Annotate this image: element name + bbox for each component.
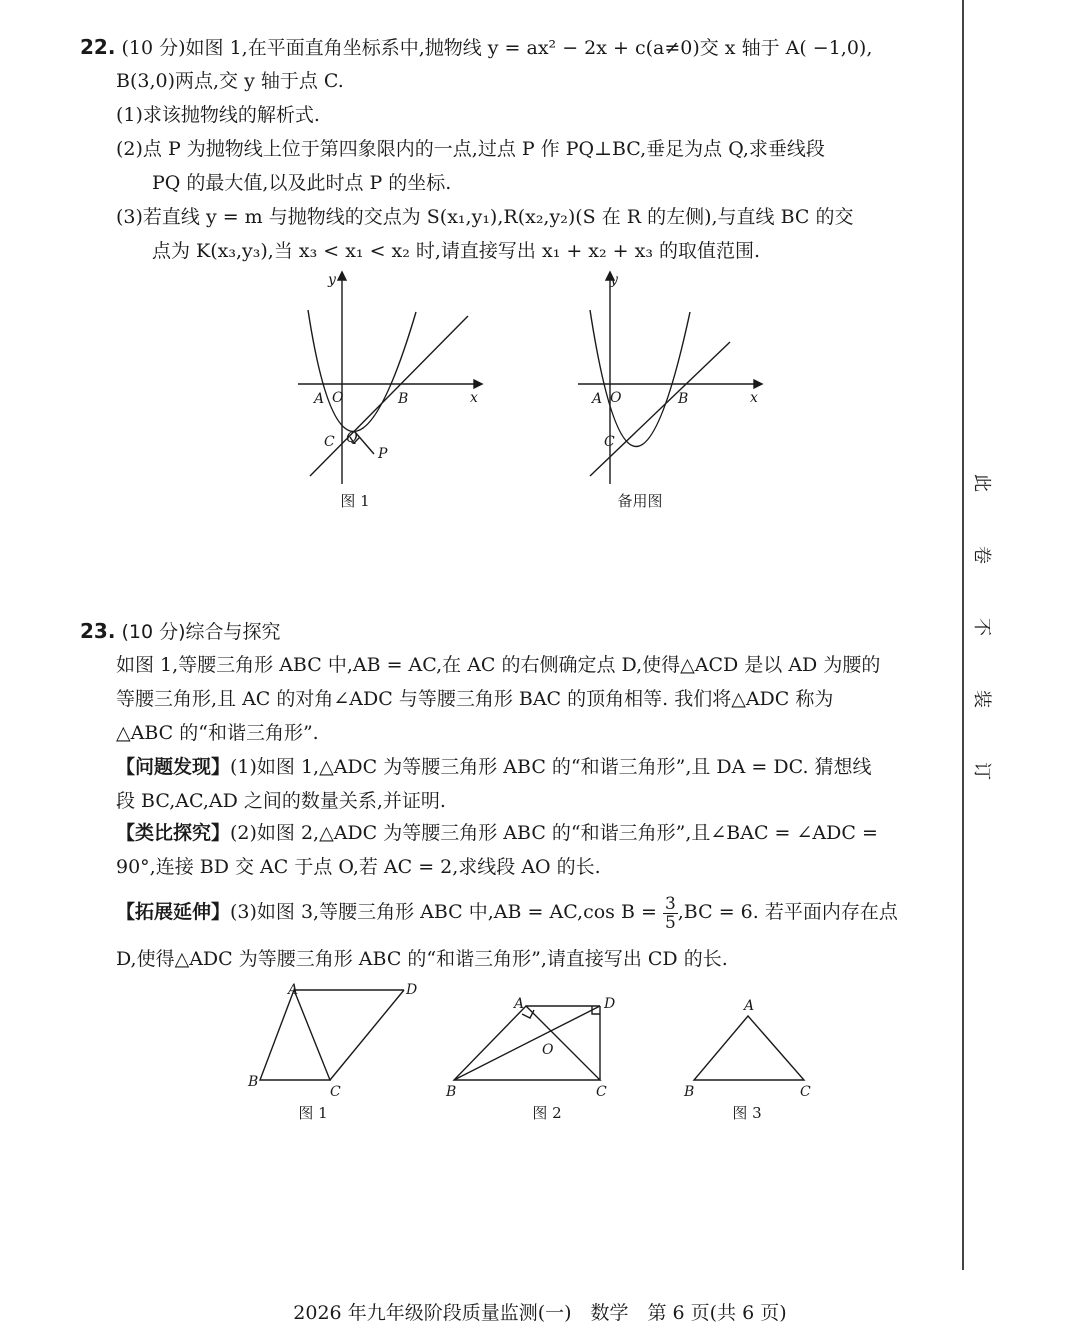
q23-tag1: 【问题发现】 <box>116 756 231 778</box>
q22-part3a: (3)若直线 y = m 与抛物线的交点为 S(x₁,y₁),R(x₂,y₂)(S 在 R 的左侧),与直线 BC 的交 <box>116 206 854 228</box>
margin-char-4: 装 <box>971 690 992 708</box>
label-b: B <box>398 391 409 407</box>
q22-part1: (1)求该抛物线的解析式. <box>116 104 320 126</box>
label-c-2: C <box>596 1084 607 1100</box>
q22-fig1-caption: 图 1 <box>340 492 370 510</box>
frac-den: 5 <box>664 912 676 933</box>
q23-title: (10 分)综合与探究 <box>121 621 281 643</box>
label-b-2: B <box>446 1084 457 1100</box>
label-o-2: O <box>610 390 622 406</box>
q23-intro2: 等腰三角形,且 AC 的对角∠ADC 与等腰三角形 BAC 的顶角相等. 我们将△ADC 称为 <box>116 688 834 710</box>
label-a-2: A <box>592 391 603 407</box>
q23-fig3-caption: 图 3 <box>732 1104 762 1122</box>
triangle-abc-3 <box>694 1016 804 1080</box>
x-axis-arrow-2 <box>754 380 762 388</box>
label-a-3: A <box>744 998 755 1014</box>
label-b-2: B <box>678 391 689 407</box>
segment-cd <box>330 990 404 1080</box>
label-a-2: A <box>514 996 525 1012</box>
binding-rule <box>962 0 964 1270</box>
q22-number: 22. <box>80 35 116 59</box>
label-y: y <box>328 272 336 288</box>
label-o: O <box>542 1042 554 1058</box>
label-x-2: x <box>750 390 758 406</box>
q23-part1b: 段 BC,AC,AD 之间的数量关系,并证明. <box>116 790 446 812</box>
q23-title-line <box>80 618 281 645</box>
x-axis-arrow <box>474 380 482 388</box>
label-d-2: D <box>604 996 616 1012</box>
label-x: x <box>470 390 478 406</box>
q23-figure1 <box>244 978 430 1103</box>
label-p: P <box>378 446 388 462</box>
label-a: A <box>314 391 325 407</box>
label-c-2: C <box>604 434 615 450</box>
margin-char-3: 不 <box>971 618 992 636</box>
q23-intro1: 如图 1,等腰三角形 ABC 中,AB = AC,在 AC 的右侧确定点 D,使得△ACD 是以 AD 为腰的 <box>116 654 881 676</box>
parabola <box>308 310 416 432</box>
label-y-2: y <box>610 272 618 288</box>
q23-intro3: △ABC 的“和谐三角形”. <box>116 722 319 744</box>
frac-num: 3 <box>664 893 676 914</box>
q22-figure1 <box>290 262 490 492</box>
q23-p2a: (2)如图 2,△ADC 为等腰三角形 ABC 的“和谐三角形”,且∠BAC = ∠ADC = <box>230 822 878 844</box>
label-a: A <box>288 982 299 998</box>
label-c-3: C <box>800 1084 811 1100</box>
q22-part2a: (2)点 P 为抛物线上位于第四象限内的一点,过点 P 作 PQ⊥BC,垂足为点 Q,求垂线段 <box>116 138 825 160</box>
q23-fig2-caption: 图 2 <box>532 1104 562 1122</box>
q22-line2: B(3,0)两点,交 y 轴于点 C. <box>116 70 344 92</box>
label-q: Q <box>346 430 358 446</box>
label-b-3: B <box>684 1084 695 1100</box>
q23-tag3: 【拓展延伸】 <box>116 901 231 923</box>
y-axis-arrow <box>338 272 346 280</box>
margin-char-5: 订 <box>971 762 992 780</box>
page-footer: 2026 年九年级阶段质量监测(一) 数学 第 6 页(共 6 页) <box>293 1302 787 1324</box>
margin-char-1: 此 <box>971 474 992 492</box>
label-c: C <box>330 1084 341 1100</box>
q23-p1a: (1)如图 1,△ADC 为等腰三角形 ABC 的“和谐三角形”,且 DA = DC. 猜想线 <box>230 756 872 778</box>
q23-tag2: 【类比探究】 <box>116 822 231 844</box>
q23-figure3 <box>680 990 820 1105</box>
q23-part2b: 90°,连接 BD 交 AC 于点 O,若 AC = 2,求线段 AO 的长. <box>116 856 601 878</box>
q22-figure2 <box>570 262 770 492</box>
q23-p3a-post: ,BC = 6. 若平面内存在点 <box>677 901 898 923</box>
q23-fig1-caption: 图 1 <box>298 1104 328 1122</box>
q23-number: 23. <box>80 619 116 643</box>
q23-part2a <box>116 820 878 846</box>
q22-line1 <box>80 34 872 61</box>
margin-char-2: 卷 <box>971 546 992 564</box>
label-c: C <box>324 434 335 450</box>
q23-part3b: D,使得△ADC 为等腰三角形 ABC 的“和谐三角形”,请直接写出 CD 的长. <box>116 948 728 970</box>
q22-part3b: 点为 K(x₃,y₃),当 x₃ < x₁ < x₂ 时,请直接写出 x₁ + x₂ + x₃ 的取值范围. <box>152 240 761 262</box>
q22-fig2-caption: 备用图 <box>617 492 663 510</box>
q23-figure2 <box>444 990 630 1105</box>
label-o: O <box>332 390 344 406</box>
parabola-2 <box>590 310 690 447</box>
fraction-three-fifths <box>663 895 678 932</box>
q23-part3a <box>116 890 898 934</box>
segment-pq <box>355 432 374 454</box>
label-b: B <box>248 1074 259 1090</box>
q23-p3a-pre: (3)如图 3,等腰三角形 ABC 中,AB = AC,cos B = <box>230 901 657 923</box>
triangle-abc <box>260 990 330 1080</box>
q22-part2b: PQ 的最大值,以及此时点 P 的坐标. <box>152 172 452 194</box>
label-d: D <box>406 982 418 998</box>
q22-stem: (10 分)如图 1,在平面直角坐标系中,抛物线 y = ax² − 2x + c(a≠0)交 x 轴于 A( −1,0), <box>121 37 873 59</box>
q23-part1a <box>116 754 872 780</box>
